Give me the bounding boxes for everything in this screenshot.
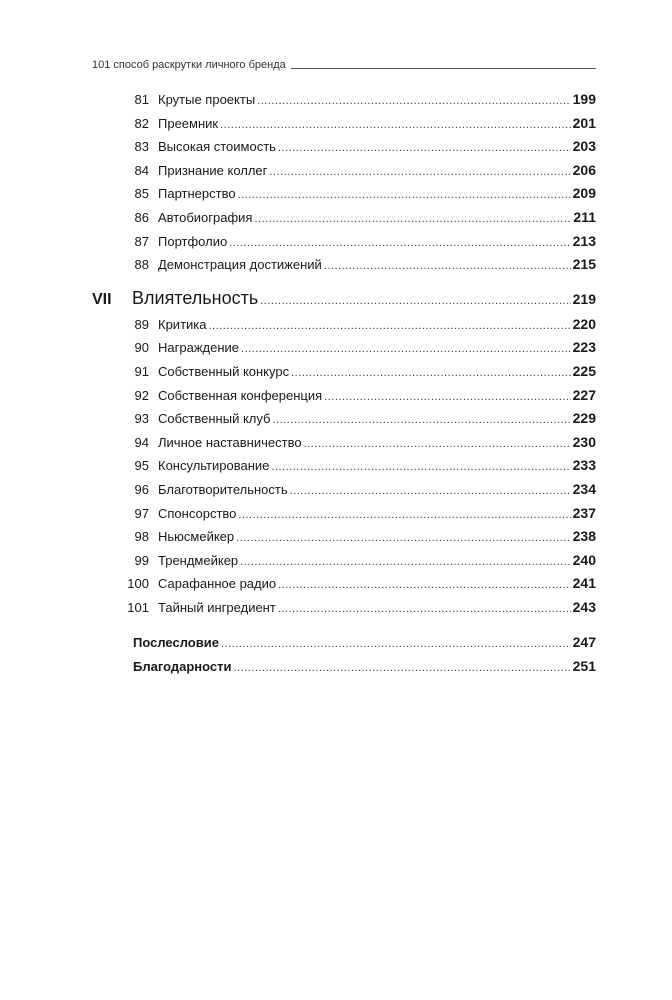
- entry-title: Трендмейкер: [158, 552, 239, 568]
- entry-title: Собственный конкурс: [158, 363, 290, 379]
- entry-number: 93: [134, 411, 149, 427]
- header-rule: [291, 68, 596, 69]
- entry-page-number: 240: [572, 551, 596, 568]
- dot-leader: [278, 574, 571, 598]
- entry-number: 98: [134, 529, 149, 545]
- running-header: [92, 58, 596, 72]
- entry-page-number: 211: [573, 208, 596, 225]
- dot-leader: [221, 633, 571, 657]
- dot-leader: [272, 409, 570, 433]
- entry-number: 92: [134, 387, 149, 403]
- entry-page-number: 233: [572, 457, 596, 474]
- entry-number: 96: [134, 481, 149, 497]
- entry-page-number: 206: [572, 161, 596, 178]
- entry-title: Высокая стоимость: [158, 139, 276, 155]
- toc-entry[interactable]: [92, 549, 596, 573]
- back-entry-title: Благодарности: [133, 659, 232, 675]
- entry-title: Ньюсмейкер: [158, 529, 235, 545]
- entry-page-number: 201: [572, 114, 596, 131]
- dot-leader: [229, 232, 570, 256]
- toc-entry[interactable]: [92, 360, 596, 384]
- toc-part-row[interactable]: [92, 283, 596, 313]
- entry-title: Собственная конференция: [158, 387, 323, 403]
- part-page-number: 219: [572, 290, 596, 307]
- toc-back-entry[interactable]: [92, 655, 596, 679]
- dot-leader: [257, 90, 570, 114]
- entry-page-number: 215: [572, 256, 596, 273]
- dot-leader: [324, 255, 571, 279]
- toc-back-entry[interactable]: [92, 631, 596, 655]
- back-entry-page-number: 251: [572, 658, 596, 675]
- entry-number: 90: [134, 340, 149, 356]
- entry-title: Партнерство: [158, 186, 236, 202]
- toc-entry[interactable]: [92, 384, 596, 408]
- toc-entry[interactable]: [92, 159, 596, 183]
- entry-title: Тайный ингредиент: [158, 599, 276, 615]
- entry-number: 81: [134, 92, 149, 107]
- toc-back-matter: [92, 631, 596, 678]
- dot-leader: [304, 433, 571, 457]
- dot-leader: [254, 208, 571, 232]
- entry-title: Спонсорство: [158, 505, 237, 521]
- entry-page-number: 237: [572, 504, 596, 521]
- entry-title: Автобиография: [158, 209, 253, 225]
- entry-title: Собственный клуб: [158, 411, 271, 427]
- entry-number: 87: [134, 233, 149, 249]
- entry-title: Портфолио: [158, 233, 228, 249]
- entry-title: Награждение: [158, 340, 240, 356]
- toc-entry[interactable]: [92, 112, 596, 136]
- entry-number: 99: [134, 552, 149, 568]
- toc-entry[interactable]: [92, 525, 596, 549]
- entry-title: Демонстрация достижений: [158, 257, 322, 273]
- toc-entry[interactable]: [92, 230, 596, 254]
- entry-page-number: 203: [572, 138, 596, 155]
- toc-entry[interactable]: [92, 313, 596, 337]
- dot-leader: [238, 184, 571, 208]
- dot-leader: [269, 161, 570, 185]
- dot-leader: [271, 456, 570, 480]
- entry-title: Благотворительность: [158, 481, 288, 497]
- toc-entry[interactable]: [92, 206, 596, 230]
- entry-number: 91: [134, 363, 149, 379]
- entry-page-number: 229: [572, 410, 596, 427]
- dot-leader: [233, 657, 570, 681]
- entry-number: 94: [134, 434, 149, 450]
- entry-page-number: 199: [572, 91, 596, 107]
- dot-leader: [290, 480, 571, 504]
- table-of-contents: [92, 88, 596, 679]
- dot-leader: [241, 338, 571, 362]
- entry-page-number: 234: [572, 480, 596, 497]
- toc-entry[interactable]: [92, 596, 596, 620]
- dot-leader: [260, 286, 570, 316]
- book-title: 101 способ раскрутки личного бренда: [92, 59, 286, 71]
- entry-title: Сарафанное радио: [158, 576, 277, 592]
- toc-entry[interactable]: [92, 478, 596, 502]
- entry-number: 95: [134, 458, 149, 474]
- dot-leader: [278, 137, 571, 161]
- entry-page-number: 243: [572, 598, 596, 615]
- entry-number: 97: [134, 505, 149, 521]
- toc-section-group2: [92, 313, 596, 620]
- entry-title: Консультирование: [158, 458, 270, 474]
- entry-number: 83: [134, 139, 149, 155]
- toc-entry[interactable]: [92, 182, 596, 206]
- part-number: VII: [92, 290, 112, 308]
- toc-entry[interactable]: [92, 572, 596, 596]
- toc-entry[interactable]: [92, 135, 596, 159]
- back-entry-page-number: 247: [572, 634, 596, 651]
- entry-title: Критика: [158, 316, 207, 332]
- entry-number: 86: [134, 209, 149, 225]
- entry-page-number: 225: [572, 362, 596, 379]
- entry-page-number: 230: [572, 433, 596, 450]
- toc-entry[interactable]: [92, 336, 596, 360]
- entry-title: Крутые проекты: [158, 92, 256, 107]
- toc-entry[interactable]: [92, 407, 596, 431]
- entry-number: 84: [134, 162, 149, 178]
- entry-page-number: 213: [572, 232, 596, 249]
- entry-number: 101: [127, 599, 149, 615]
- toc-entry[interactable]: [92, 431, 596, 455]
- dot-leader: [291, 362, 571, 386]
- toc-entry[interactable]: [92, 502, 596, 526]
- toc-entry[interactable]: [92, 454, 596, 478]
- entry-number: 100: [127, 576, 149, 592]
- dot-leader: [240, 551, 570, 575]
- entry-page-number: 241: [572, 575, 596, 592]
- entry-number: 89: [134, 316, 149, 332]
- part-title: Влиятельность: [132, 287, 259, 308]
- dot-leader: [278, 598, 571, 622]
- entry-title: Признание коллег: [158, 162, 268, 178]
- entry-page-number: 220: [572, 315, 596, 332]
- entry-page-number: 223: [572, 339, 596, 356]
- entry-page-number: 238: [572, 528, 596, 545]
- toc-entry[interactable]: [92, 88, 596, 112]
- entry-number: 88: [134, 257, 149, 273]
- entry-title: Личное наставничество: [158, 434, 302, 450]
- dot-leader: [220, 114, 571, 138]
- entry-page-number: 227: [572, 386, 596, 403]
- entry-number: 82: [134, 115, 149, 131]
- dot-leader: [236, 527, 571, 551]
- dot-leader: [208, 315, 570, 339]
- entry-number: 85: [134, 186, 149, 202]
- entry-page-number: 209: [572, 185, 596, 202]
- dot-leader: [238, 504, 570, 528]
- dot-leader: [324, 386, 570, 410]
- toc-section-group1: [92, 88, 596, 277]
- entry-title: Преемник: [158, 115, 219, 131]
- back-entry-title: Послесловие: [133, 635, 219, 651]
- toc-entry[interactable]: [92, 253, 596, 277]
